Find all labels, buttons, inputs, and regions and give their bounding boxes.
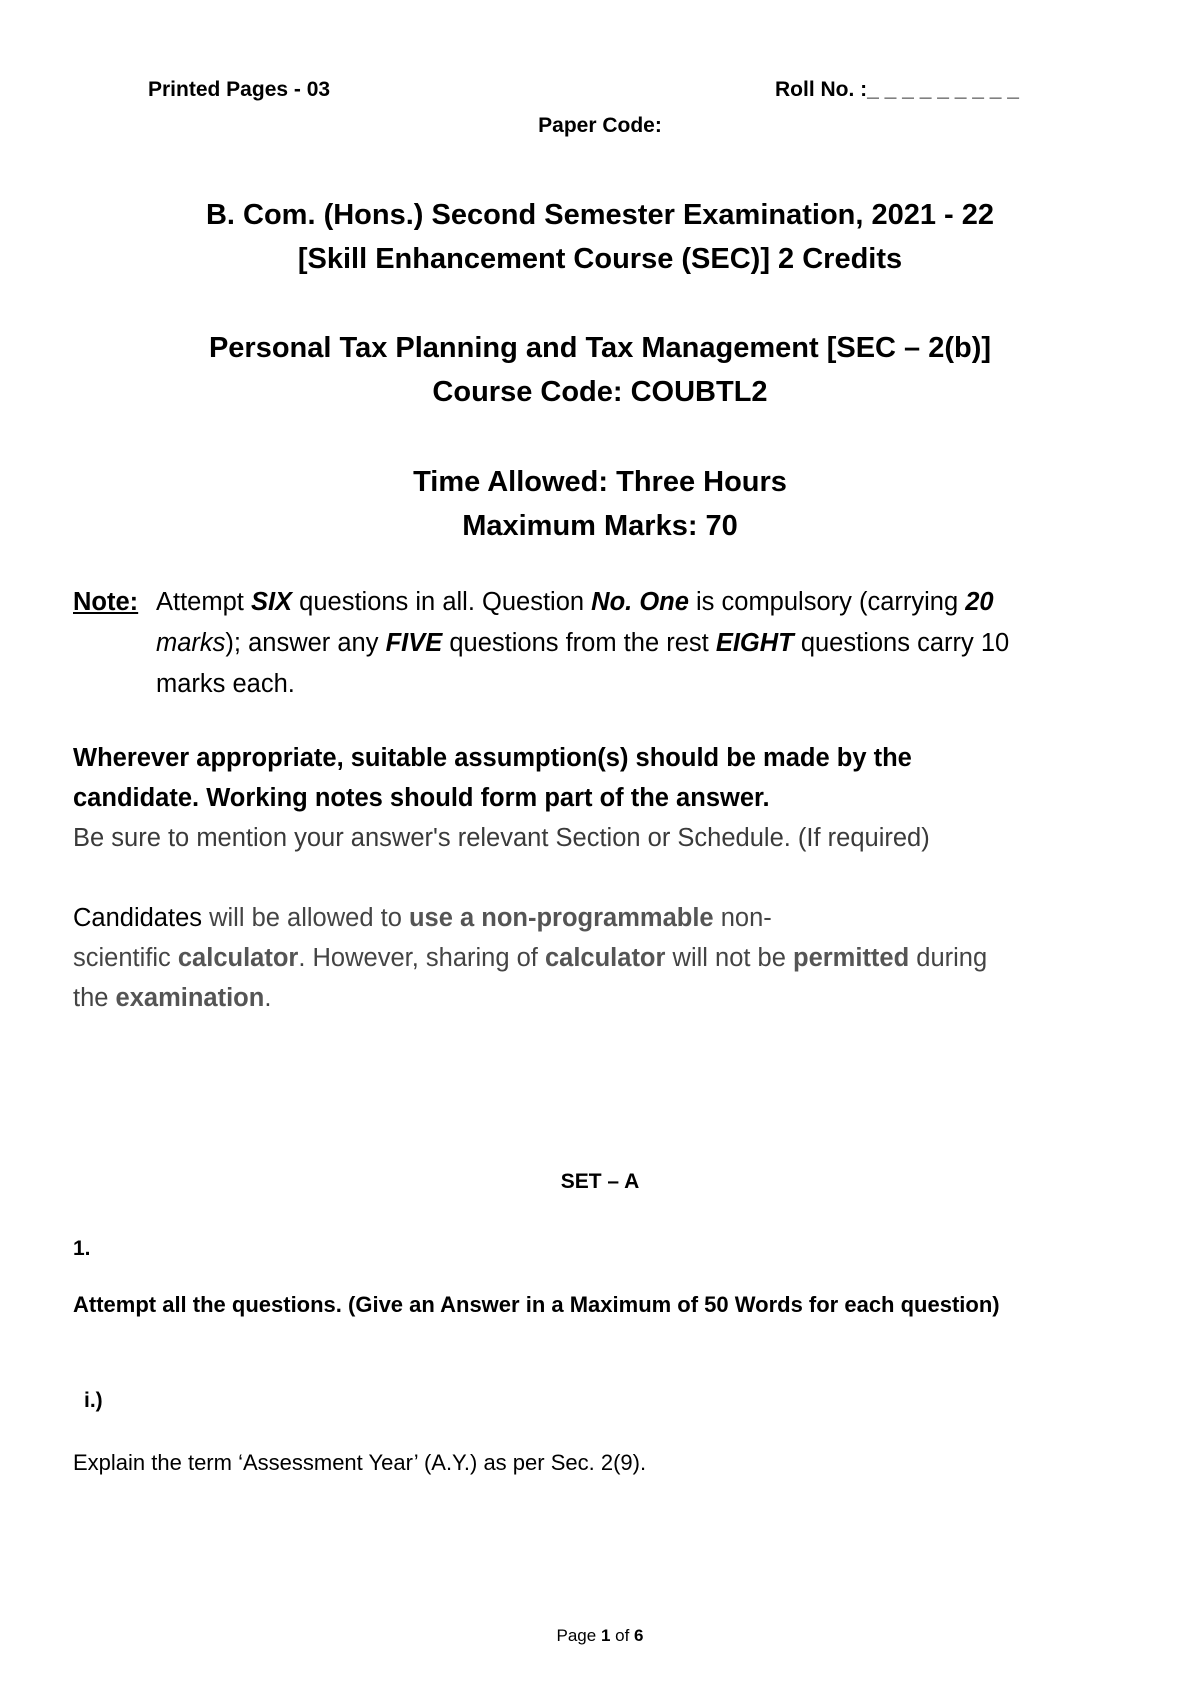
calc-emphasis: permitted	[793, 944, 910, 972]
note-emphasis: EIGHT	[715, 629, 794, 657]
calc-fragment: during	[909, 944, 988, 972]
question-instruction: Attempt all the questions. (Give an Answer in a Maximum of 50 Words for each question)	[73, 1292, 1000, 1317]
sub-question-number: i.)	[84, 1389, 103, 1412]
roll-number-field: Roll No. :_ _ _ _ _ _ _ _ _	[775, 78, 1019, 101]
note-fragment: Attempt	[156, 588, 251, 616]
calculator-policy	[73, 898, 1153, 1018]
note-fragment: questions from the rest	[442, 629, 716, 657]
calc-fragment: the	[73, 984, 116, 1012]
note-emphasis: marks	[156, 629, 226, 657]
note-fragment: ); answer any	[225, 629, 386, 657]
instruction-line-1: Wherever appropriate, suitable assumption(s) should be made by the	[73, 744, 912, 772]
note-label: Note:	[73, 588, 139, 616]
calc-fragment: .	[264, 984, 272, 1012]
course-code: Course Code: COUBTL2	[432, 376, 768, 408]
calc-emphasis: calculator	[177, 944, 299, 972]
exam-title	[0, 193, 1200, 281]
note-block	[73, 582, 1153, 705]
footer-total-pages: 6	[634, 1626, 644, 1645]
time-allowed: Time Allowed: Three Hours	[413, 466, 787, 498]
note-fragment: is compulsory (carrying	[688, 588, 966, 616]
set-heading: SET – A	[560, 1170, 640, 1193]
note-fragment: questions carry 10	[793, 629, 1010, 657]
footer-of-word: of	[610, 1626, 635, 1645]
calculator-line-2	[73, 938, 1153, 978]
exam-title-line-1: B. Com. (Hons.) Second Semester Examination, 2021 - 22	[205, 199, 995, 231]
note-line-3: marks each.	[156, 670, 295, 698]
note-emphasis: 20	[965, 588, 994, 616]
exam-title-line-2: [Skill Enhancement Course (SEC)] 2 Credits	[297, 243, 903, 275]
exam-info	[0, 460, 1200, 548]
footer-page-word: Page	[556, 1626, 601, 1645]
calc-emphasis: use a non-programmable	[408, 904, 714, 932]
calc-emphasis: calculator	[544, 944, 666, 972]
note-line-2	[156, 623, 1153, 664]
calc-fragment: non-	[713, 904, 772, 932]
note-text	[156, 582, 1153, 705]
instruction-line-2: candidate. Working notes should form part of the answer.	[73, 784, 770, 812]
paper-code: Paper Code:	[538, 114, 662, 137]
printed-pages: Printed Pages - 03	[148, 78, 331, 101]
note-emphasis: No. One	[591, 588, 689, 616]
note-fragment: questions in all. Question	[292, 588, 592, 616]
page-footer	[0, 1626, 1200, 1646]
question-text: Explain the term ‘Assessment Year’ (A.Y.) as per Sec. 2(9).	[73, 1450, 647, 1475]
note-emphasis: FIVE	[385, 629, 443, 657]
calculator-line-1	[73, 898, 1153, 938]
note-emphasis: SIX	[250, 588, 293, 616]
calculator-line-3	[73, 978, 1153, 1018]
calc-fragment: scientific	[73, 944, 178, 972]
footer-current-page: 1	[600, 1626, 611, 1645]
general-instructions	[73, 738, 1153, 858]
calc-fragment: . However, sharing of	[298, 944, 545, 972]
calc-emphasis: examination	[115, 984, 265, 1012]
note-line-1	[156, 582, 1153, 623]
calc-fragment: will not be	[665, 944, 793, 972]
course-info	[0, 326, 1200, 414]
course-name: Personal Tax Planning and Tax Management [SEC – 2(b)]	[208, 332, 992, 364]
maximum-marks: Maximum Marks: 70	[462, 510, 738, 542]
calc-fragment: will be allowed to	[202, 904, 409, 932]
calc-fragment: Candidates	[73, 904, 203, 932]
question-number: 1.	[73, 1237, 91, 1260]
instruction-line-3: Be sure to mention your answer's relevant Section or Schedule. (If required)	[73, 824, 930, 852]
